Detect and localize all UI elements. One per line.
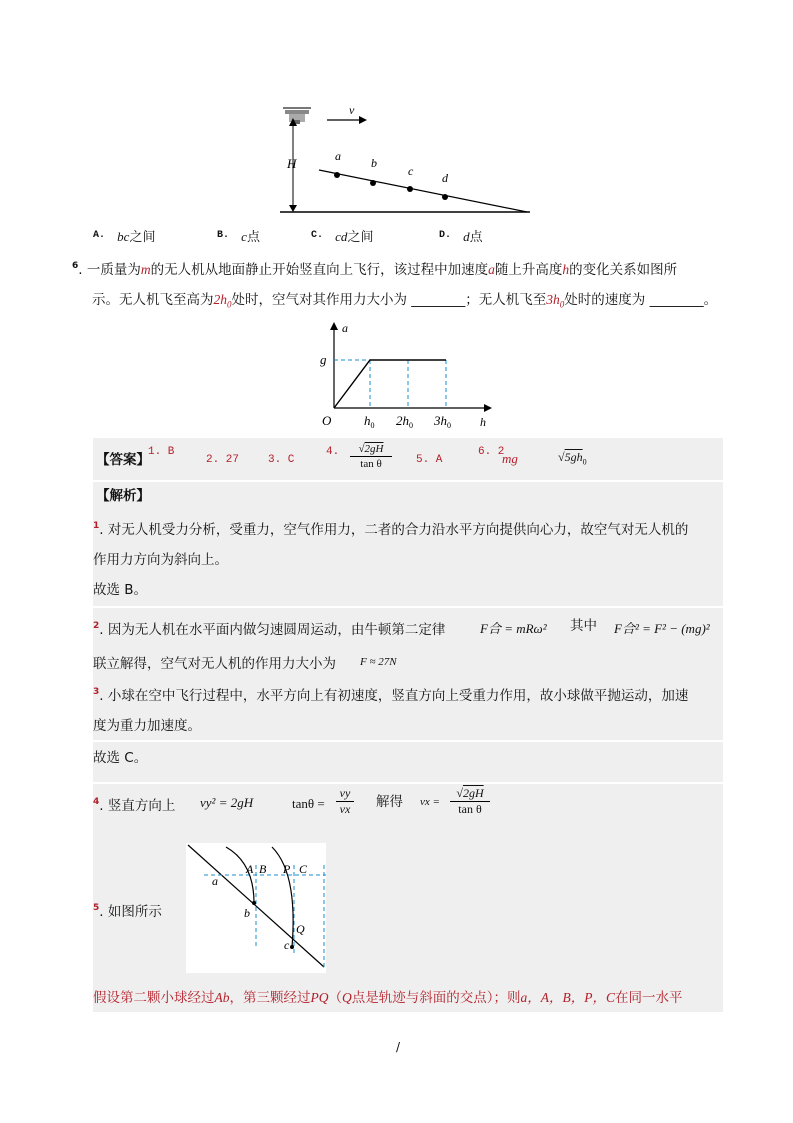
analysis-p5-last: 假设第二颗小球经过Ab，第三颗经过PQ（Q点是轨迹与斜面的交点）；则a，A，B，P，C在同一水平 — [93, 990, 683, 1006]
answer-4-fraction: √2gH tan θ — [350, 442, 392, 471]
tick-2h0: $2h_0$ — [396, 413, 413, 430]
page-footer: / — [396, 1040, 401, 1054]
p5-figure — [186, 843, 326, 973]
analysis-panel-3 — [93, 742, 723, 782]
y-axis-label: a — [342, 322, 348, 335]
answer-line — [96, 450, 150, 470]
option-b[interactable]: $^{B.}$ c点 — [217, 229, 260, 245]
analysis-p1: $^1$. 对无人机受力分析，受重力，空气作用力，二者的合力沿水平方向提供向心力，故空气对无人机的 作用力方向为斜向上。 故选 B。 — [93, 521, 689, 598]
answer-label: 【答案】 — [96, 452, 150, 468]
p2-eq2: F合² = F² − (mg)² — [614, 621, 710, 636]
answer-3: 3. C — [268, 454, 295, 466]
g-label: g — [320, 352, 327, 367]
analysis-p2: $^2$. 因为无人机在水平面内做匀速圆周运动，由牛顿第二定律 — [93, 621, 446, 638]
answer-6-root: $√5gh_0$ — [558, 450, 587, 467]
analysis-p2-line2: 联立解得，空气对无人机的作用力大小为 — [93, 656, 336, 672]
point-c-label: c — [408, 164, 414, 178]
q6-question — [72, 256, 717, 315]
point-a-label: a — [335, 149, 341, 163]
label-a: a — [212, 874, 218, 888]
label-A: A — [246, 862, 254, 876]
analysis-p3: $^3$. 小球在空中飞行过程中，水平方向上有初速度，竖直方向上受重力作用，故小球做平抛运动，加速 度为重力加速度。 — [93, 687, 689, 734]
origin-label: O — [322, 413, 332, 428]
option-a[interactable]: $^{A.}$ bc之间 — [93, 229, 156, 245]
p4-solve: 解得 — [376, 794, 403, 810]
label-b: b — [244, 906, 250, 920]
answer-1: 1. B — [148, 446, 175, 458]
answer-5: 5. A — [416, 454, 443, 466]
slope-line — [319, 170, 527, 212]
answer-6-mg: mg — [502, 451, 518, 466]
p2-eq1: F合 = mRω² — [480, 621, 547, 636]
answer-4: 4. — [326, 446, 340, 458]
point-b-label: b — [371, 156, 377, 170]
H-label: H — [287, 156, 297, 171]
tick-3h0: $3h_0$ — [434, 413, 451, 430]
option-d[interactable]: $^{D.}$ d点 — [439, 229, 483, 245]
label-C: C — [299, 862, 308, 876]
a-h-curve — [334, 360, 446, 408]
analysis-p4: $^4$. 竖直方向上 — [93, 797, 176, 814]
label-c: c — [284, 938, 290, 952]
label-B: B — [259, 862, 267, 876]
answer-panel — [93, 438, 723, 480]
p2-result: F ≈ 27N — [360, 656, 397, 668]
tick-h0: $h_0$ — [364, 413, 375, 430]
p4-eq1: vy² = 2gH — [200, 795, 254, 810]
v-label: v — [349, 103, 355, 117]
p2-mid: 其中 — [570, 618, 597, 634]
label-Q: Q — [296, 922, 305, 936]
point-d-label: d — [442, 171, 448, 185]
option-c[interactable]: $^{C.}$ cd之间 — [311, 229, 374, 245]
q5-figure — [275, 100, 535, 218]
q6-graph — [314, 322, 494, 432]
analysis-label: 【解析】 — [96, 488, 150, 504]
q6-line-1: $^6$. 一质量为m的无人机从地面静止开始竖直向上飞行，该过程中加速度a随上升高度h的变化关系如图所 — [72, 261, 678, 278]
q6-line-2: 示。无人机飞至高为$2h_0$处时，空气对其作用力大小为 ________；无人机飞至$3h_0$处时的速度为 ________。 — [92, 292, 718, 310]
x-axis-label: h — [480, 415, 486, 429]
drone-icon — [283, 108, 311, 124]
analysis-p5: $^5$. 如图所示 — [93, 903, 162, 920]
answer-2: 2. 27 — [206, 454, 240, 466]
analysis-p3-choice: 故选 C。 — [93, 750, 148, 766]
answer-6: 6. 2 — [478, 446, 505, 458]
label-P: P — [283, 862, 291, 876]
